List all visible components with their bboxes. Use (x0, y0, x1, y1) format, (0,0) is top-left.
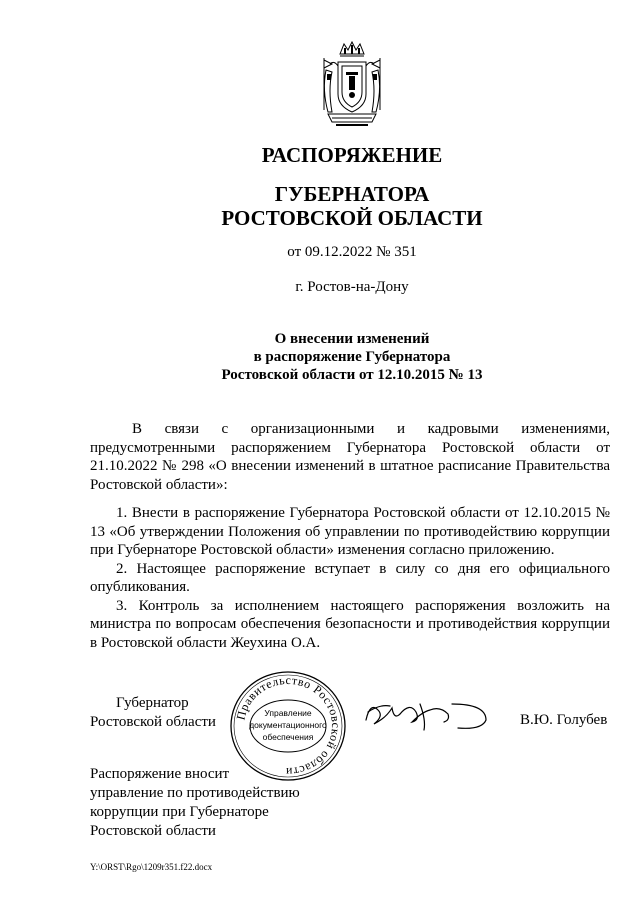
preamble (90, 420, 610, 494)
handwritten-signature (360, 690, 490, 740)
signatory-name: В.Ю. Голубев (520, 712, 608, 728)
file-path: Y:\ORST\Rgo\1209r351.f22.docx (90, 862, 213, 872)
submitter-line-3: коррупции при Губернаторе (90, 804, 269, 820)
signatory-title-line-1: Губернатор (116, 695, 189, 711)
issuer-line-2: РОСТОВСКОЙ ОБЛАСТИ (221, 206, 483, 230)
submitter-line-4: Ростовской области (90, 823, 216, 839)
coat-of-arms-icon (318, 40, 386, 128)
order-item-2: 2. Настоящее распоряжение вступает в силу со дня его официального опубликования. (90, 560, 610, 595)
issuer (0, 182, 640, 230)
subject-line-3: Ростовской области от 12.10.2015 № 13 (221, 367, 483, 383)
stamp-inner-line-2: документационного (249, 720, 327, 730)
document-type: РАСПОРЯЖЕНИЕ (261, 143, 443, 167)
subject-line-2: в распоряжение Губернатора (253, 349, 451, 365)
submitter-note (90, 765, 300, 841)
preamble-text: В связи с организационными и кадровыми изменениями, предусмотренными распоряжением Губернатора Ростовской области от 21.10.2022 № 298 «О внесении изменений в штатное расписание Правительства Ростовской области»: (90, 421, 610, 493)
order-items (90, 504, 610, 652)
document-city: г. Ростов-на-Дону (295, 279, 409, 295)
signatory-title (90, 694, 216, 731)
document-subject (0, 330, 640, 384)
stamp-inner-line-3: обеспечения (262, 732, 314, 742)
stamp-outer-text: Правительство Ростовской области (233, 672, 344, 780)
order-item-3: 3. Контроль за исполнением настоящего распоряжения возложить на министра по вопросам обеспечения безопасности и противодействия коррупции в Ростовской области Жеухина О.А. (90, 597, 610, 651)
submitter-line-2: управление по противодействию (90, 785, 300, 801)
stamp-inner-line-1: Управление (264, 708, 312, 718)
document-date: от 09.12.2022 № 351 (287, 244, 417, 260)
subject-line-1: О внесении изменений (274, 331, 430, 347)
signatory-title-line-2: Ростовской области (90, 713, 216, 730)
issuer-line-1: ГУБЕРНАТОРА (274, 182, 430, 206)
submitter-line-1: Распоряжение вносит (90, 766, 230, 782)
order-item-1: 1. Внести в распоряжение Губернатора Ростовской области от 12.10.2015 № 13 «Об утверждении Положения об управлении по противодействию коррупции при Губернаторе Ростовской области» изменения согласно приложению. (90, 505, 610, 558)
